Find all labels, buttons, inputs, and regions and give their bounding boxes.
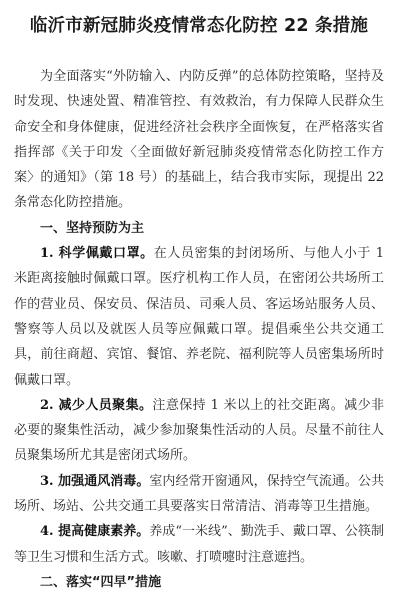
document-title: 临沂市新冠肺炎疫情常态化防控 22 条措施 [29, 16, 369, 36]
measure-item-3 [14, 469, 384, 520]
section-heading-2: 二、落实“四早”措施 [40, 574, 162, 590]
measure-item-2 [14, 393, 384, 469]
measure-item-4 [14, 519, 384, 570]
measure-item-1-text: 在人员密集的封闭场所、与他人小于 1 米距离接触时佩戴口罩。医疗机构工作人员，在密闭公共场所工作的营业员、保安员、保洁员、司乘人员、客运场站服务人员、警察等人员以及就医人员等应佩戴口罩。提倡乘坐公共交通工具，前往商超、宾馆、餐馆、养老院、福利院等人员密集场所时佩戴口罩。 [14, 246, 384, 388]
intro-paragraph: 为全面落实“外防输入、内防反弹”的总体防控策略，坚持及时发现、快速处置、精准管控、有效救治，有力保障人民群众生命安全和身体健康，促进经济社会秩序全面恢复，在严格落实省指挥部《关于印发〈全面做好新冠肺炎疫情常态化防控工作方案〉的通知》（第 18 号）的基础上，结合我市实际，现提出 22 条常态化防控措施。 [14, 69, 384, 211]
measure-item-2-lead: 2. 减少人员聚集。 [40, 397, 153, 413]
measure-item-4-lead: 4. 提高健康素养。 [40, 524, 150, 540]
measure-item-2-text: 注意保持 1 米以上的社交距离。减少非必要的聚集性活动，减少参加聚集性活动的人员。尽量不前往人员聚集场所尤其是密闭式场所。 [14, 397, 384, 464]
measure-item-3-lead: 3. 加强通风消毒。 [40, 473, 150, 489]
section-heading-1: 一、坚持预防为主 [40, 220, 145, 236]
measure-item-4-text: 养成“一米线”、勤洗手、戴口罩、公筷制等卫生习惯和生活方式。咳嗽、打喷嚏时注意遮挡。 [14, 524, 384, 565]
measure-item-3-text: 室内经常开窗通风，保持空气流通。公共场所、场站、公共交通工具要落实日常清洁、消毒等卫生措施。 [14, 473, 384, 515]
measure-item-1 [14, 241, 384, 393]
measure-item-1-lead: 1. 科学佩戴口罩。 [40, 246, 154, 262]
